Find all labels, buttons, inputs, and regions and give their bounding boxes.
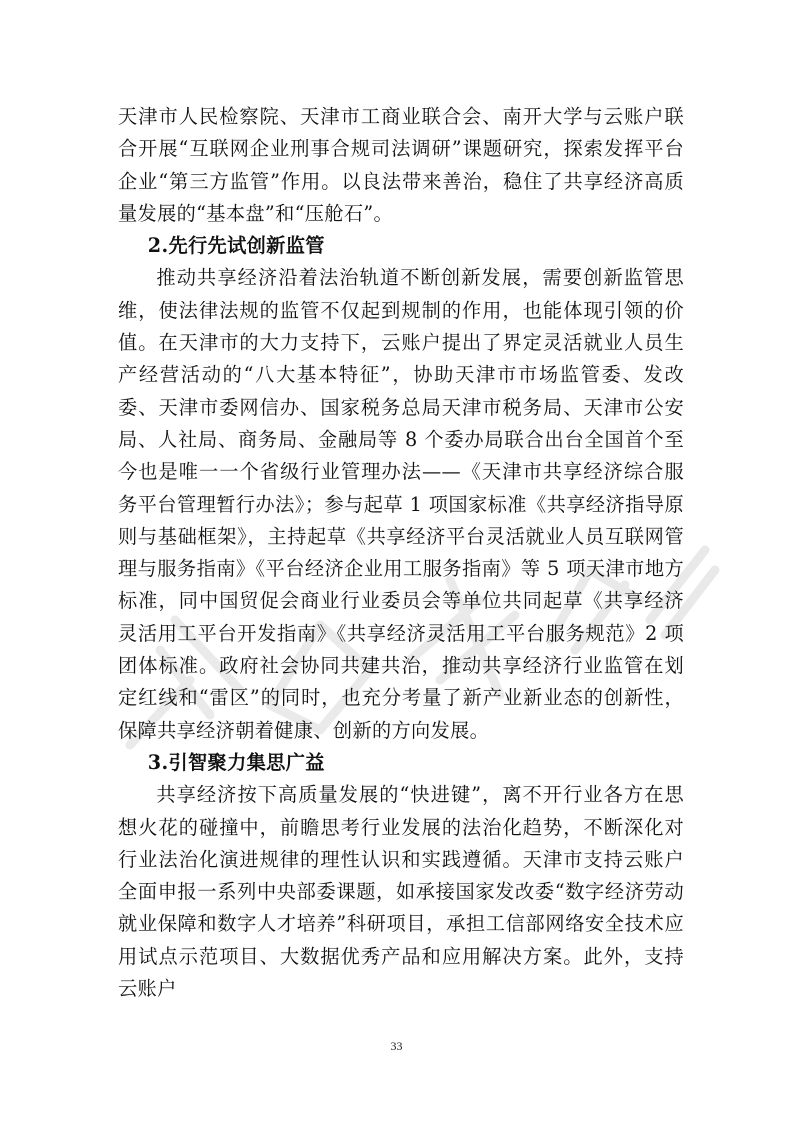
paragraph-pooling-wisdom: 共享经济按下高质量发展的“快进键”，离不开行业各方在思想火花的碰撞中，前瞻思考行业发展的法治化趋势，不断深化对行业法治化演进规律的理性认识和实践遵循。天津市支持云账户全面申报一系列中央部委课题，如承接国家发改委“数字经济劳动就业保障和数字人才培养”科研项目，承担工信部网络安全技术应用试点示范项目、大数据优秀产品和应用解决方案。此外，支持云账户 [118,783,684,1001]
page-body [118,101,684,1005]
section-heading-3: 3.引智聚力集思广益 [147,750,325,774]
page-number: 33 [390,1039,403,1053]
paragraph-continuation: 天津市人民检察院、天津市工商业联合会、南开大学与云账户联合开展“互联网企业刑事合规司法调研”课题研究，探索发挥平台企业“第三方监管”作用。以良法带来善治，稳住了共享经济高质量发展的“基本盘”和“压舱石”。 [118,105,684,225]
section-heading-2: 2.先行先试创新监管 [147,234,325,258]
paragraph-innovative-regulation: 推动共享经济沿着法治轨道不断创新发展，需要创新监管思维，使法律法规的监管不仅起到规制的作用，也能体现引领的价值。在天津市的大力支持下，云账户提出了界定灵活就业人员生产经营活动的“八大基本特征”，协助天津市市场监管委、发改委、天津市委网信办、国家税务总局天津市税务局、天津市公安局、人社局、商务局、金融局等 8 个委办局联合出台全国首个至今也是唯一一个省级行业管理办法——《天津市共享经济综合服务平台管理暂行办法》；参与起草 1 项国家标准《共享经济指导原则与基础框架》，主持起草《共享经济平台灵活就业人员互联网管理与服务指南》《平台经济企业用工服务指南》等 5 项天津市地方标准，同中国贸促会商业行业委员会等单位共同起草《共享经济 灵活用工平台开发指南》《共享经济灵活用工平台服务规范》2 项团体标准。政府社会协同共建共治，推动共享经济行业监管在划定红线和“雷区”的同时，也充分考量了新产业新业态的创新性，保障共享经济朝着健康、创新的方向发展。 [118,266,684,742]
